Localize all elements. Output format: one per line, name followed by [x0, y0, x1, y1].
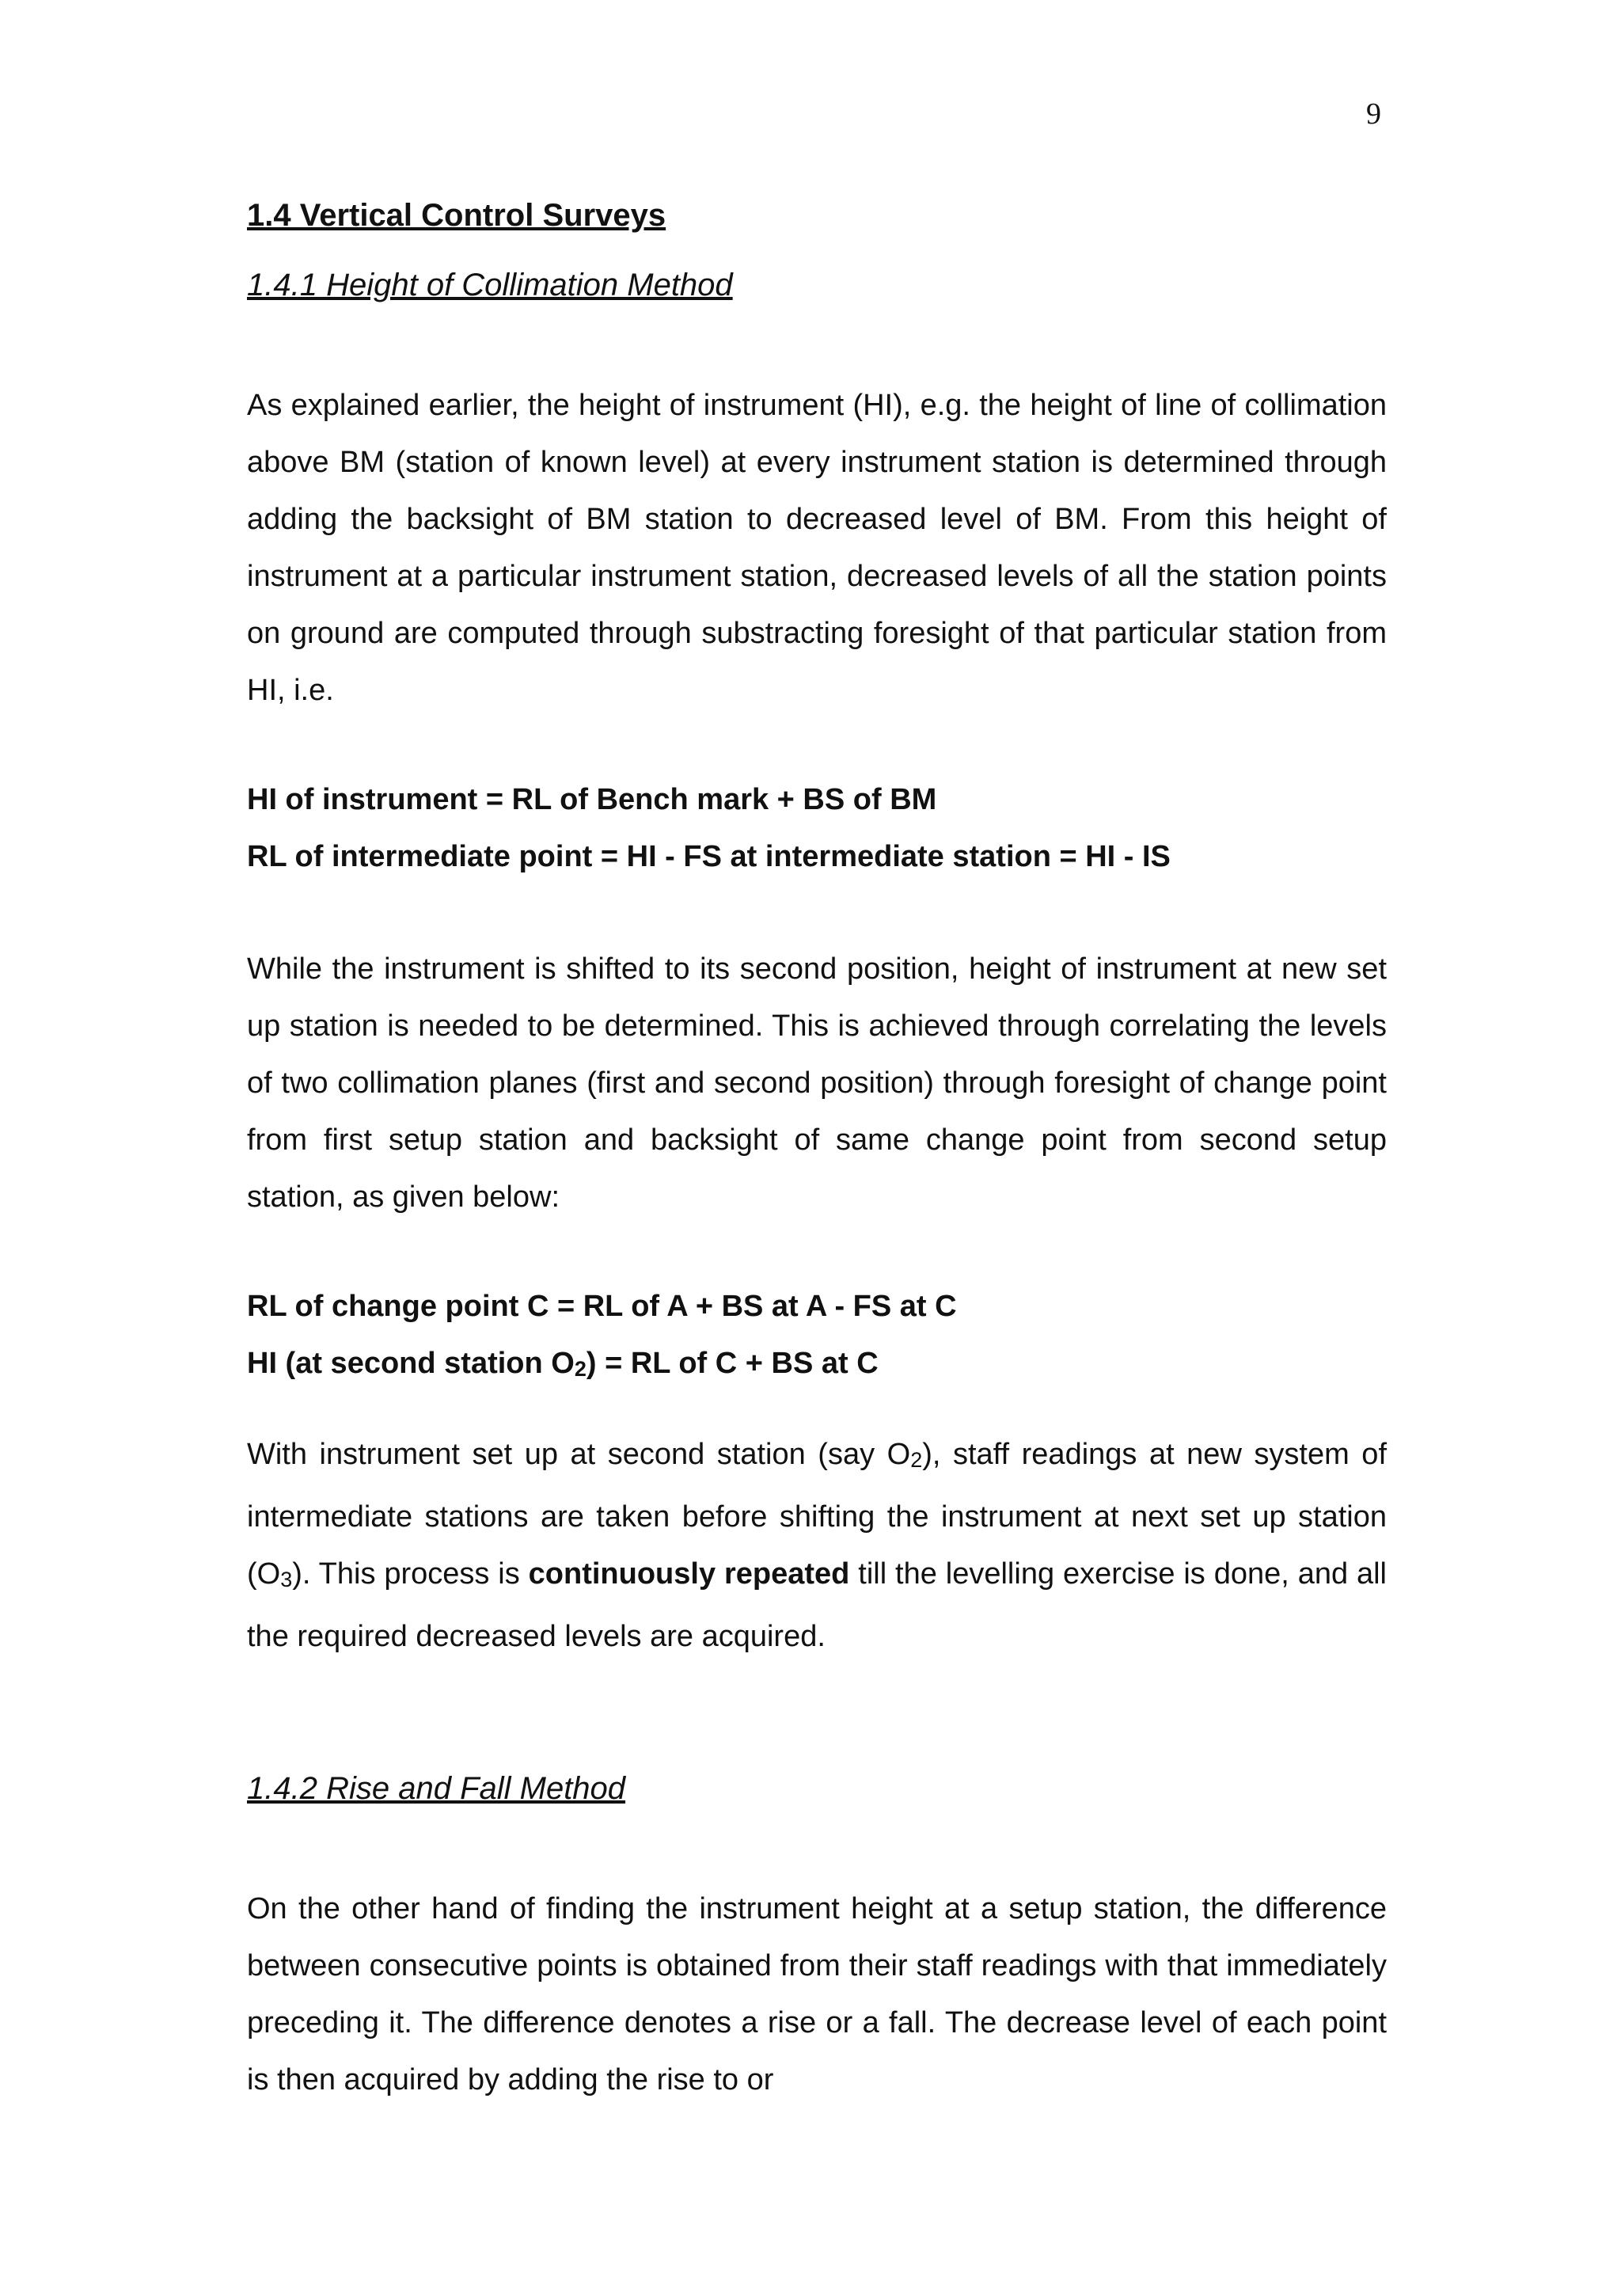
equation-hi: HI of instrument = RL of Bench mark + BS of BM: [247, 783, 937, 816]
paragraph-collimation-intro: As explained earlier, the height of instrument (HI), e.g. the height of line of collimation above BM (station of known level) at every instrument station is determined through adding the backsight of BM station to decreased level of BM. From this height of instrument at a particular instrument station, decreased levels of all the station points on ground are computed through substracting foresight of that particular station from HI, i.e.: [247, 389, 1387, 707]
paragraph-rise-fall-intro: On the other hand of finding the instrument height at a setup station, the difference between consecutive points is obtained from their staff readings with that immediately preceding it. The difference denotes a rise or a fall. The decrease level of each point is then acquired by adding the rise to or: [247, 1892, 1387, 2096]
equation-rl-intermediate: RL of intermediate point = HI - FS at intermediate station = HI - IS: [247, 840, 1171, 873]
equation-hi-second-station: [247, 1335, 1387, 1397]
page-number: 9: [1366, 97, 1381, 131]
subsection-heading-collimation: 1.4.1 Height of Collimation Method: [247, 268, 733, 302]
para3-text-d: till the levelling exercise is done, and all the required decreased levels are acquired.: [247, 1557, 1388, 1653]
eq4-text-post: ) = RL of C + BS at C: [586, 1347, 879, 1380]
document-body: [247, 190, 1387, 2108]
para3-text-c: ). This process is: [292, 1557, 529, 1591]
subsection-heading-rise-fall: 1.4.2 Rise and Fall Method: [247, 1771, 626, 1806]
para3-text-b: ), staff readings at new system of intermediate stations are taken before shifting the instrument at next set up station (O: [247, 1438, 1387, 1591]
section-heading: 1.4 Vertical Control Surveys: [247, 198, 666, 233]
equation-rl-change-point: RL of change point C = RL of A + BS at A - FS at C: [247, 1290, 957, 1323]
paragraph-second-position: While the instrument is shifted to its second position, height of instrument at new set up station is needed to be determined. This is achieved through correlating the levels of two collimation planes (first and second position) through foresight of change point from first setup station and backsight of same change point from second setup station, as given below:: [247, 952, 1387, 1214]
para3-bold-phrase: continuously repeated: [528, 1557, 850, 1591]
para3-text-a: With instrument set up at second station (say O: [247, 1438, 911, 1471]
paragraph-repeat-process: [247, 1426, 1387, 1665]
para3-subscript-2: 3: [280, 1568, 293, 1591]
eq4-text-pre: HI (at second station O: [247, 1347, 575, 1380]
eq4-subscript: 2: [574, 1357, 587, 1381]
para3-subscript-1: 2: [910, 1448, 923, 1472]
